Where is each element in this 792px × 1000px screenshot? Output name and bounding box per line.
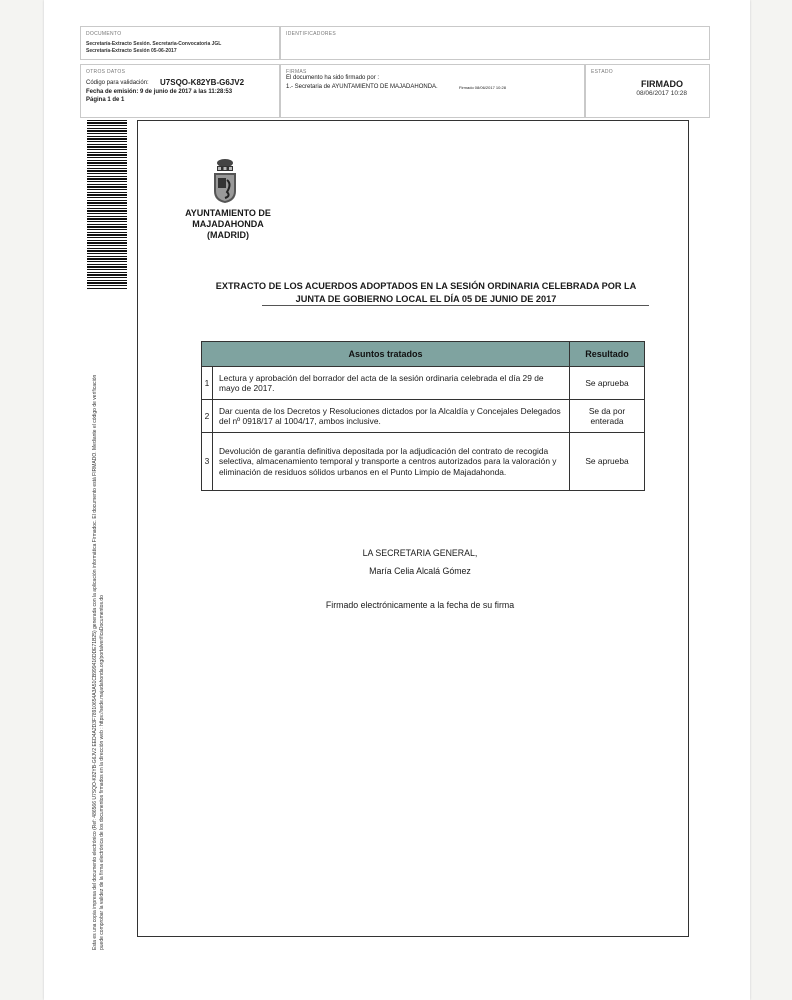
signature-note: Firmado electrónicamente a la fecha de su firma [325,600,515,610]
signature-name: María Celia Alcalá Gómez [369,566,471,576]
table-row [202,367,645,400]
vertical-text-line2: puede comprobar la validez de la firma electrónica de los documentos firmados en la dirección web : https://sede.majadahonda.org/portalverificaDocumentos.do [99,595,105,950]
col-resultado-header: Resultado [570,342,645,367]
documento-label: DOCUMENTO [86,31,122,37]
header-documento-box [80,26,280,60]
documento-line2: Secretaría-Extracto Sesión 05-06-2017 [86,48,177,54]
agreements-table [201,341,645,491]
row-asunto: Lectura y aprobación del borrador del acta de la sesión ordinaria celebrada el día 29 de mayo de 2017. [213,367,570,400]
identificadores-label: IDENTIFICADORES [286,31,337,37]
codigo-label: Código para validación: [86,80,149,86]
otros-datos-label: OTROS DATOS [86,69,126,75]
org-line3: (MADRID) [207,230,249,240]
header-estado-box [585,64,710,118]
firmante-fecha: Firmado 08/06/2017 10:28 [459,85,506,90]
barcode [87,120,127,290]
estado-firmado: FIRMADO [641,79,683,89]
row-number: 1 [202,367,213,400]
row-resultado: Se aprueba [570,367,645,400]
org-line1: AYUNTAMIENTO DE [185,208,271,218]
table-row [202,400,645,433]
row-asunto: Dar cuenta de los Decretos y Resoluciones dictados por la Alcaldía y Concejales Delegados del nº 0918/17 al 1004/17, ambos inclusive. [213,400,570,433]
documento-line1: Secretaría-Extracto Sesión. Secretaria-Convocatoria JGL [86,41,222,47]
title-line2: JUNTA DE GOBIERNO LOCAL EL DÍA 05 DE JUNIO DE 2017 [295,294,557,304]
document-frame [137,120,689,937]
pagina: Página 1 de 1 [86,97,125,103]
row-resultado: Se da por enterada [570,400,645,433]
organization-name [170,208,286,241]
fecha-emision: Fecha de emisión: 9 de junio de 2017 a las 11:28:53 [86,89,233,95]
row-asunto: Devolución de garantía definitiva depositada por la adjudicación del contrato de recogida selectiva, almacenamiento temporal y transporte a centros autorizados para la valoración y eliminación de residuos sólidos urbanos en el Punto Limpio de Majadahonda. [213,433,570,491]
org-line2: MAJADAHONDA [192,219,264,229]
estado-label: ESTADO [591,69,613,75]
firmante: 1.- Secretaria de AYUNTAMIENTO DE MAJADAHONDA. [286,84,438,90]
table-row [202,433,645,491]
title-line1: EXTRACTO DE LOS ACUERDOS ADOPTADOS EN LA SESIÓN ORDINARIA CELEBRADA POR LA [215,281,637,291]
firmas-label: FIRMAS [286,69,307,75]
row-number: 2 [202,400,213,433]
vertical-text-line1: Esta es una copia impresa del documento electrónico (Ref: 486566 U7SQO-K82YB-G6JV2 EED4A2D3F78910654A3A51CB999416DDE71B25) generada con la aplicación informática Firmadoc. El documento está FIRMADO. Mediante el código de verificación [92,374,98,950]
col-asuntos-header: Asuntos tratados [202,342,570,367]
title-underline [262,305,649,306]
document-title [200,280,652,306]
header-otros-datos-box [80,64,280,118]
header-identificadores-box [280,26,710,60]
header-firmas-box [280,64,585,118]
row-resultado: Se aprueba [570,433,645,491]
firmado-por: El documento ha sido firmado por : [286,75,380,81]
vertical-legal-text [92,375,106,950]
estado-fecha: 08/06/2017 10:28 [636,90,687,97]
row-number: 3 [202,433,213,491]
table-header-row [202,342,645,367]
signature-role: LA SECRETARIA GENERAL, [362,548,478,558]
coat-of-arms-icon [211,158,239,204]
codigo-validacion: U7SQO-K82YB-G6JV2 [160,78,245,87]
